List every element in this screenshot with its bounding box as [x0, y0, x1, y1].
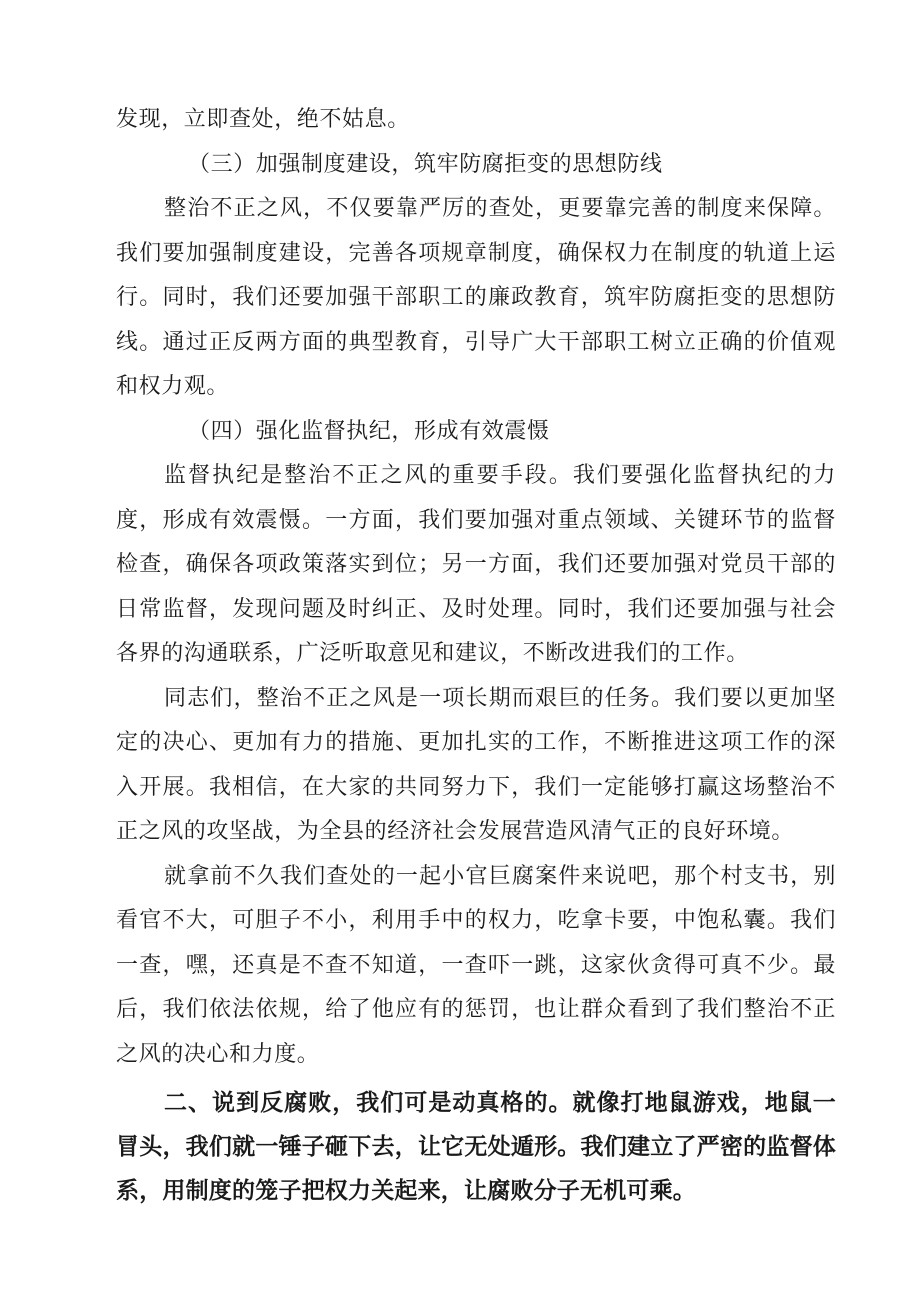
- paragraph-comrades: 同志们，整治不正之风是一项长期而艰巨的任务。我们要以更加坚定的决心、更加有力的措施、更加扎实的工作，不断推进这项工作的深入开展。我相信，在大家的共同努力下，我们一定能够打赢这场整治不正之风的攻坚战，为全县的经济社会发展营造风清气正的良好环境。: [116, 685, 836, 844]
- paragraph-system-building: 整治不正之风，不仅要靠严厉的查处，更要靠完善的制度来保障。我们要加强制度建设，完善各项规章制度，确保权力在制度的轨道上运行。同时，我们还要加强干部职工的廉政教育，筑牢防腐拒变的思想防线。通过正反两方面的典型教育，引导广大干部职工树立正确的价值观和权力观。: [116, 196, 836, 399]
- document-body: [116, 98, 836, 1213]
- section-heading-3: （三）加强制度建设，筑牢防腐拒变的思想防线: [188, 151, 663, 177]
- paragraph-continued: 发现，立即查处，绝不姑息。: [116, 107, 410, 132]
- paragraph-case-example: 就拿前不久我们查处的一起小官巨腐案件来说吧，那个村支书，别看官不大，可胆子不小，利用手中的权力，吃拿卡要，中饱私囊。我们一查，嘿，还真是不查不知道，一查吓一跳，这家伙贪得可真不少。最后，我们依法依规，给了他应有的惩罚，也让群众看到了我们整治不正之风的决心和力度。: [116, 863, 836, 1067]
- section-heading-4: （四）强化监督执纪，形成有效震慑: [188, 418, 550, 444]
- section-heading-anti-corruption: 二、说到反腐败，我们可是动真格的。就像打地鼠游戏，地鼠一冒头，我们就一锤子砸下去，让它无处遁形。我们建立了严密的监督体系，用制度的笼子把权力关起来，让腐败分子无机可乘。: [116, 1090, 836, 1204]
- paragraph-supervision: 监督执纪是整治不正之风的重要手段。我们要强化监督执纪的力度，形成有效震慑。一方面，我们要加强对重点领域、关键环节的监督检查，确保各项政策落实到位；另一方面，我们还要加强对党员干部的日常监督，发现问题及时纠正、及时处理。同时，我们还要加强与社会各界的沟通联系，广泛听取意见和建议，不断改进我们的工作。: [116, 463, 836, 666]
